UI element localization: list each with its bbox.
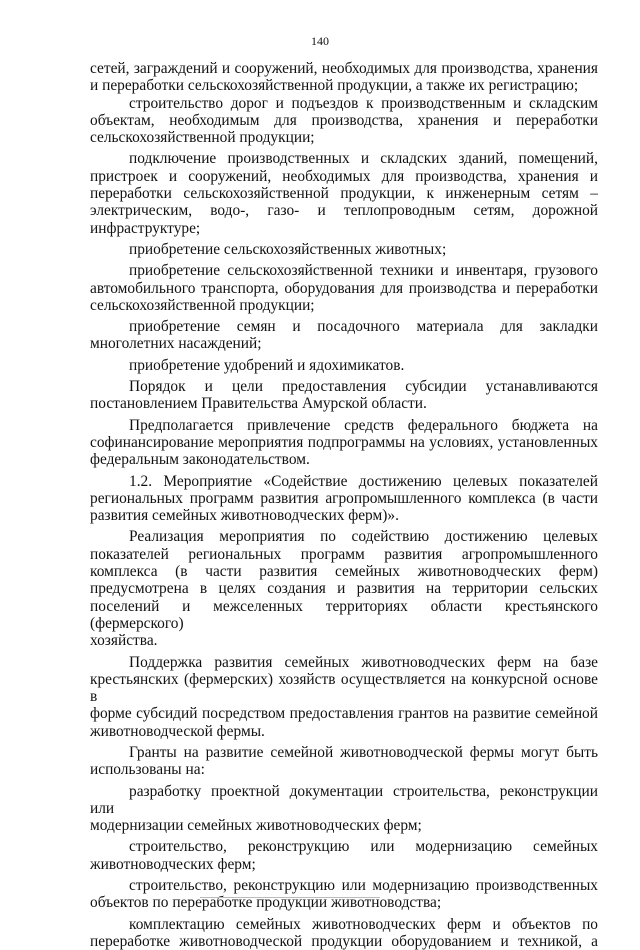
text-line: строительство, реконструкцию или модернизацию семейных — [129, 838, 598, 856]
text-line: автомобильного транспорта, оборудования для производства и переработки — [90, 279, 598, 297]
text-line: Порядок и цели предоставления субсидии устанавливаются — [129, 378, 598, 396]
text-line: электрическим, водо-, газо- и теплопроводным сетям, дорожной — [90, 202, 598, 220]
text-line: переработке животноводческой продукции оборудованием и техникой, а — [90, 932, 598, 950]
text-line: объектов по переработке продукции животноводства; — [90, 894, 442, 912]
text-line: приобретение сельскохозяйственных животных; — [129, 240, 447, 258]
text-line: приобретение семян и посадочного материала для закладки — [129, 318, 598, 336]
text-line: Предполагается привлечение средств федерального бюджета на — [129, 416, 598, 434]
text-line: сельскохозяйственной продукции; — [90, 296, 315, 314]
text-line: хозяйства. — [90, 632, 158, 650]
text-line: приобретение сельскохозяйственной техники и инвентаря, грузового — [129, 262, 598, 280]
page-number: 140 — [311, 34, 329, 48]
text-line: поселений и межселенных территориях области крестьянского (фермерского) — [90, 597, 598, 632]
text-line: постановлением Правительства Амурской области. — [90, 395, 427, 413]
text-line: форме субсидий посредством предоставления грантов на развитие семейной — [90, 705, 598, 723]
text-line: Реализация мероприятия по содействию достижению целевых — [129, 528, 598, 546]
text-line: и переработки сельскохозяйственной продукции, а также их регистрацию; — [90, 77, 579, 95]
text-line: крестьянских (фермерских) хозяйств осуществляется на конкурсной основе в — [90, 670, 598, 706]
text-line: пристроек и сооружений, необходимых для производства, хранения и — [90, 167, 598, 185]
text-line: строительство, реконструкцию или модернизацию производственных — [129, 877, 598, 895]
text-line: развития семейных животноводческих ферм)». — [90, 507, 399, 525]
text-line: строительство дорог и подъездов к производственным и складским — [129, 94, 598, 112]
text-line: использованы на: — [90, 761, 205, 779]
text-line: Поддержка развития семейных животноводческих ферм на базе — [129, 653, 598, 671]
text-line: сетей, заграждений и сооружений, необходимых для производства, хранения — [90, 60, 598, 77]
text-line: разработку проектной документации строительства, реконструкции или — [90, 782, 598, 817]
text-line: региональных программ развития агропромышленного комплекса (в части — [90, 489, 598, 507]
text-line: объектам, необходимым для производства, хранения и переработки — [90, 111, 598, 129]
text-line: сельскохозяйственной продукции; — [90, 129, 315, 147]
footer-rule — [200, 897, 380, 900]
text-line: подключение производственных и складских зданий, помещений, — [129, 150, 598, 168]
text-line: 1.2. Мероприятие «Содействие достижению целевых показателей — [129, 472, 598, 490]
text-line: приобретение удобрений и ядохимикатов. — [129, 356, 405, 374]
text-line: переработки сельскохозяйственной продукции, к инженерным сетям – — [90, 185, 598, 203]
body-text — [90, 60, 598, 950]
text-line: Гранты на развитие семейной животноводческой фермы могут быть — [129, 743, 598, 761]
text-line: комплекса (в части развития семейных животноводческих ферм) — [90, 563, 598, 581]
text-line: многолетних насаждений; — [90, 335, 262, 353]
text-line: животноводческой фермы. — [90, 722, 265, 740]
text-line: предусмотрена в целях создания и развития на территории сельских — [90, 580, 598, 598]
text-line: показателей региональных программ развития агропромышленного — [90, 545, 598, 563]
text-line: инфраструктуре; — [90, 219, 201, 237]
text-line: животноводческих ферм; — [90, 855, 256, 873]
text-line: комплектацию семейных животноводческих ферм и объектов по — [129, 915, 598, 933]
text-line: федеральным законодательством. — [90, 451, 310, 469]
text-line: софинансирование мероприятия подпрограммы на условиях, установленных — [90, 433, 598, 451]
text-line: модернизации семейных животноводческих ферм; — [90, 817, 422, 835]
